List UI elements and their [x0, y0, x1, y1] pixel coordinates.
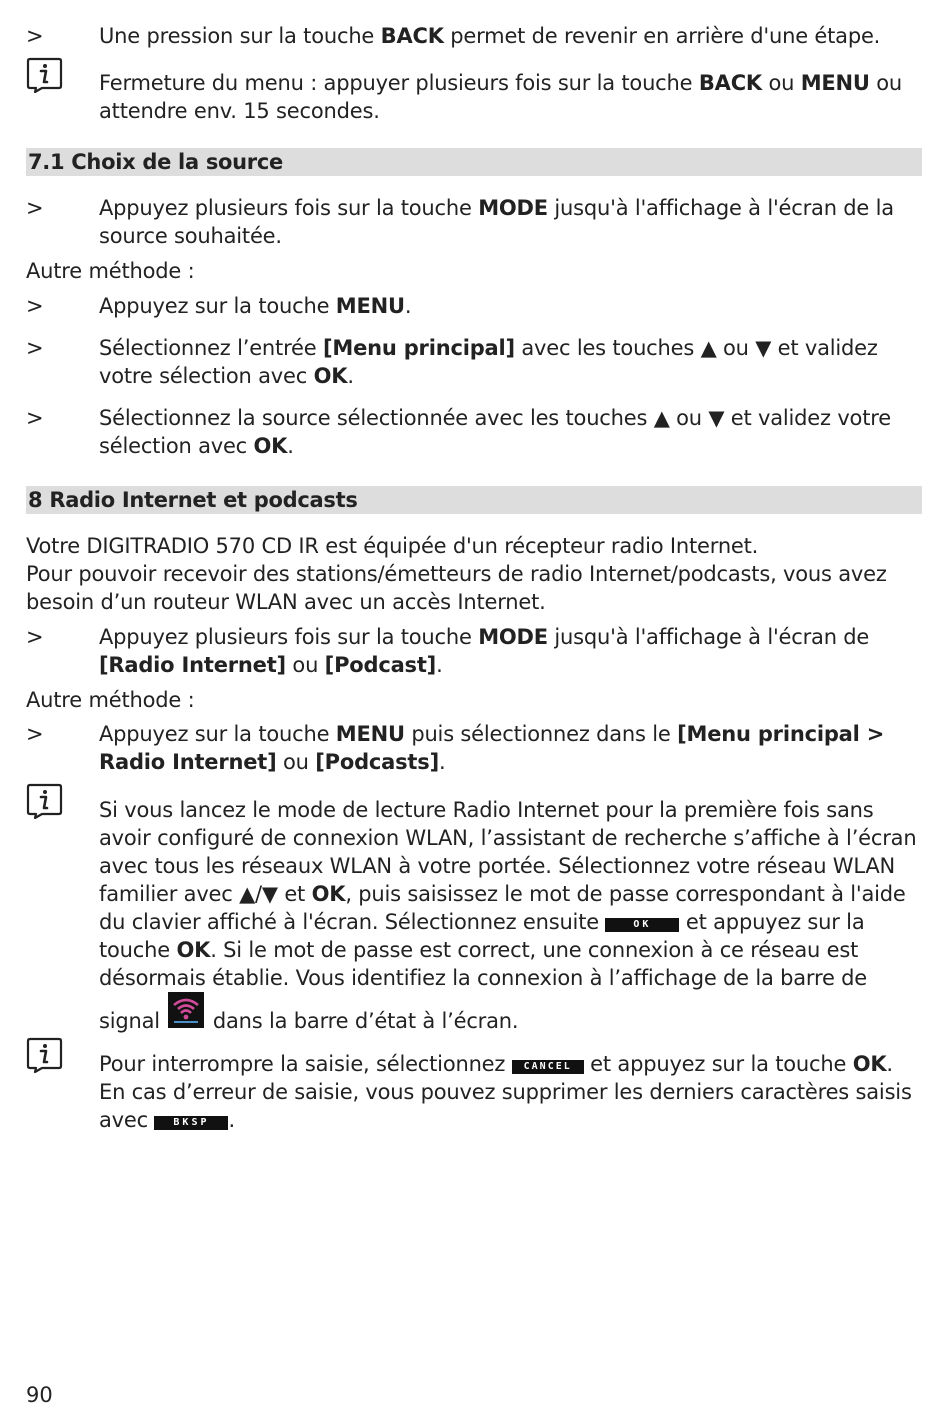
- bullet-marker: >: [26, 625, 44, 649]
- cancel-screen-button: CANCEL: [512, 1060, 584, 1074]
- bullet-marker: >: [26, 406, 44, 430]
- section-heading-8: 8 Radio Internet et podcasts: [26, 486, 922, 514]
- info-wlan-setup: Si vous lancez le mode de lecture Radio Internet pour la première fois sans avoir configuré de connexion WLAN, l’assistant de recherche s’affiche à l’écran avec tous les réseaux WLAN à votre portée. Sélectionnez votre réseau WLAN familier avec ▲/▼ et OK, puis saisissez le mot de passe correspondant à l'aide du clavier affiché à l'écran. Sélectionnez ensuite OK et appuyez sur la touche OK. Si le mot de passe est correct, une connexion à ce réseau est désormais établie. Vous identifiez la connexion à l’affichage de la barre de signal dans la barre d’état à l’écran.: [99, 798, 917, 1033]
- info-icon: [26, 56, 63, 93]
- wifi-signal-icon: [168, 992, 204, 1028]
- bullet-text: Appuyez sur la touche MENU puis sélectionnez dans le [Menu principal > Radio Internet] ou [Podcasts].: [99, 722, 885, 774]
- page-number: 90: [26, 1383, 53, 1407]
- bullet-marker: >: [26, 722, 44, 746]
- bullet-text: Sélectionnez l’entrée [Menu principal] avec les touches ▲ ou ▼ et validez votre sélection avec OK.: [99, 336, 878, 388]
- ok-screen-button: OK: [605, 918, 679, 932]
- bullet-text: Une pression sur la touche BACK permet de revenir en arrière d'une étape.: [99, 24, 881, 48]
- info-cancel-input: Pour interrompre la saisie, sélectionnez CANCEL et appuyez sur la touche OK. En cas d’erreur de saisie, vous pouvez supprimer les derniers caractères saisis avec BKSP .: [99, 1052, 912, 1132]
- bullet-marker: >: [26, 196, 44, 220]
- bullet-text: Appuyez sur la touche MENU.: [99, 294, 412, 318]
- bullet-text: Sélectionnez la source sélectionnée avec les touches ▲ ou ▼ et validez votre sélection avec OK.: [99, 406, 891, 458]
- intro-line-1: Votre DIGITRADIO 570 CD IR est équipée d'un récepteur radio Internet.: [26, 534, 759, 558]
- intro-paragraph: [26, 532, 922, 616]
- intro-line-2: Pour pouvoir recevoir des stations/émetteurs de radio Internet/podcasts, vous avez besoin d’un routeur WLAN avec un accès Internet.: [26, 562, 887, 614]
- bullet-marker: >: [26, 336, 44, 360]
- bullet-marker: >: [26, 294, 44, 318]
- bullet-text: Appuyez plusieurs fois sur la touche MODE jusqu'à l'affichage à l'écran de la source souhaitée.: [99, 196, 894, 248]
- bullet-text: Appuyez plusieurs fois sur la touche MODE jusqu'à l'affichage à l'écran de [Radio Internet] ou [Podcast].: [99, 625, 870, 677]
- section-heading-7-1: 7.1 Choix de la source: [26, 148, 922, 176]
- alt-method-label-2: Autre méthode :: [26, 688, 195, 712]
- info-close-menu: Fermeture du menu : appuyer plusieurs fois sur la touche BACK ou MENU ou attendre env. 15 secondes.: [99, 71, 903, 123]
- alt-method-label: Autre méthode :: [26, 259, 195, 283]
- bksp-screen-button: BKSP: [154, 1116, 228, 1130]
- info-icon: [26, 782, 63, 819]
- info-icon: [26, 1036, 63, 1073]
- bullet-marker: >: [26, 24, 44, 48]
